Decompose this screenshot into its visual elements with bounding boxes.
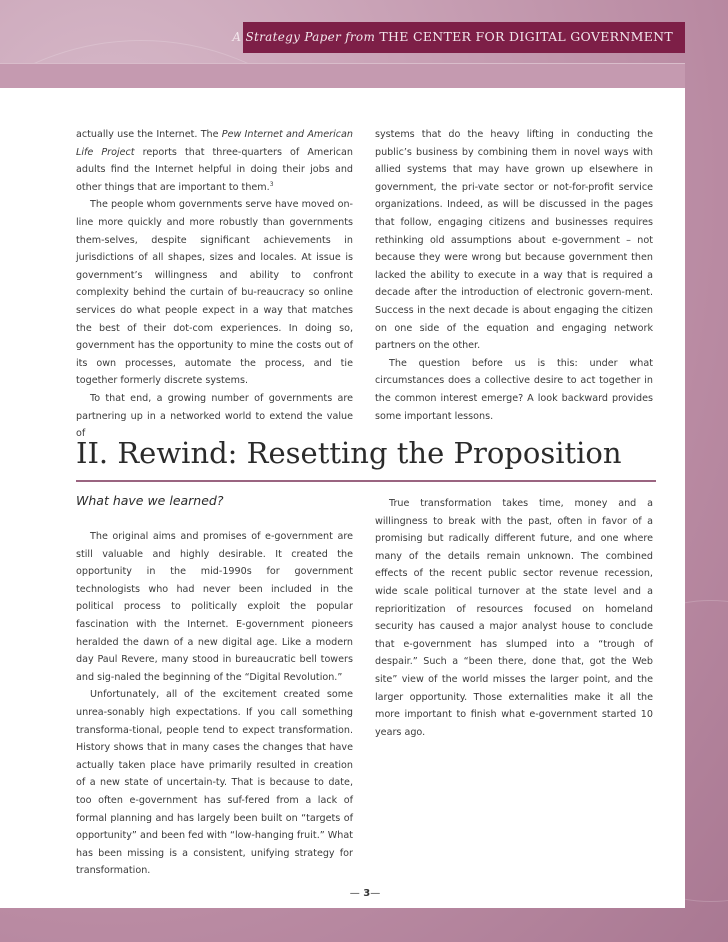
column-4 (375, 495, 653, 741)
paragraph: systems that do the heavy lifting in conducting the public’s business by combining them in novel ways with allied systems that may have grown up elsewhere in government, the pri-vate sector or not-for-profit service organizations. Indeed, as will be discussed in the pages that follow, engaging citizens and businesses requires rethinking old assumptions about e-government – not because they were wrong but because government then lacked the ability to execute in a way that is required a decade after the introduction of electronic govern-ment. Success in the next decade is about engaging the citizen on one side of the equation and engaging network partners on the other. (375, 129, 653, 352)
paragraph: The original aims and promises of e-government are still valuable and highly desirable. It created the opportunity in the mid-1990s for government technologists who had never been included in the political process to politically exploit the popular fascination with the Internet. E-government pioneers heralded the dawn of a new digital age. Like a modern day Paul Revere, many stood in bureaucratic bell towers and sig-naled the beginning of the “Digital Revolution.” (76, 531, 353, 683)
header-title: THE CENTER FOR DIGITAL GOVERNMENT (379, 29, 673, 44)
column-3 (76, 528, 353, 880)
paragraph: Unfortunately, all of the excitement created some unrea-sonably high expectations. If you call something transforma-tional, people tend to expect transformation. History shows that in many cases the changes that have actually taken place have primarily resulted in creation of a new state of uncertain-ty. That is because to date, too often e-government has suf-fered from a lack of formal planning and has largely been built on “targets of opportunity” and been fed with “low-hanging fruit.” What has been missing is a consistent, unifying strategy for transformation. (76, 689, 353, 877)
top-band (0, 63, 685, 89)
header-lead: A Strategy Paper from (232, 30, 376, 44)
dash-left: — (349, 888, 360, 899)
paragraph (76, 126, 353, 196)
column-2 (375, 126, 653, 425)
paragraph: The question before us is this: under what circumstances does a collective desire to act together in the common interest emerge? A look backward provides some important lessons. (375, 357, 653, 422)
header-text (232, 29, 673, 44)
subheading: What have we learned? (76, 493, 224, 508)
header-bar (232, 22, 685, 53)
footnote-marker: 3 (269, 180, 274, 188)
text-run: reports that three-quarters of American adults find the Internet helpful in doing their jobs and other things that are important to them. (76, 146, 354, 193)
publication-title: Pew Internet and American Life Project (76, 129, 353, 158)
paragraph: To that end, a growing number of governments are partnering up in a networked world to extend the value of (76, 392, 353, 440)
dash-right: — (370, 888, 381, 899)
divider (76, 480, 656, 482)
paragraph: True transformation takes time, money and a willingness to break with the past, often in favor of a promising but radically different future, and one where many of the details remain unknown. The combined effects of the recent public sector revenue recession, wide scale political turnover at the state level and a reprioritization of resources focused on homeland security has caused a major analyst house to conclude that e-government has slumped into a “trough of despair.” Such a “been there, done that, got the Web site” view of the world misses the larger point, and the larger opportunity. Those externalities make it all the more important to finish what e-government started 10 years ago. (375, 498, 653, 738)
paragraph: The people whom governments serve have moved on-line more quickly and more robustly than governments them-selves, despite significant achievements in jurisdictions of all shapes, sizes and locales. At issue is government’s willingness and ability to confront complexity behind the curtain of bu-reaucracy so online services do what people expect in a way that matches the best of their dot-com experiences. In doing so, government has the opportunity to mine the costs out of its own processes, automate the process, and tie together formerly discrete systems. (76, 199, 353, 387)
section-title: II. Rewind: Resetting the Proposition (76, 436, 622, 470)
column-1 (76, 126, 353, 443)
page-number (335, 888, 395, 899)
text-run: actually use the Internet. The (76, 129, 222, 140)
page-number-value: 3 (363, 888, 371, 899)
